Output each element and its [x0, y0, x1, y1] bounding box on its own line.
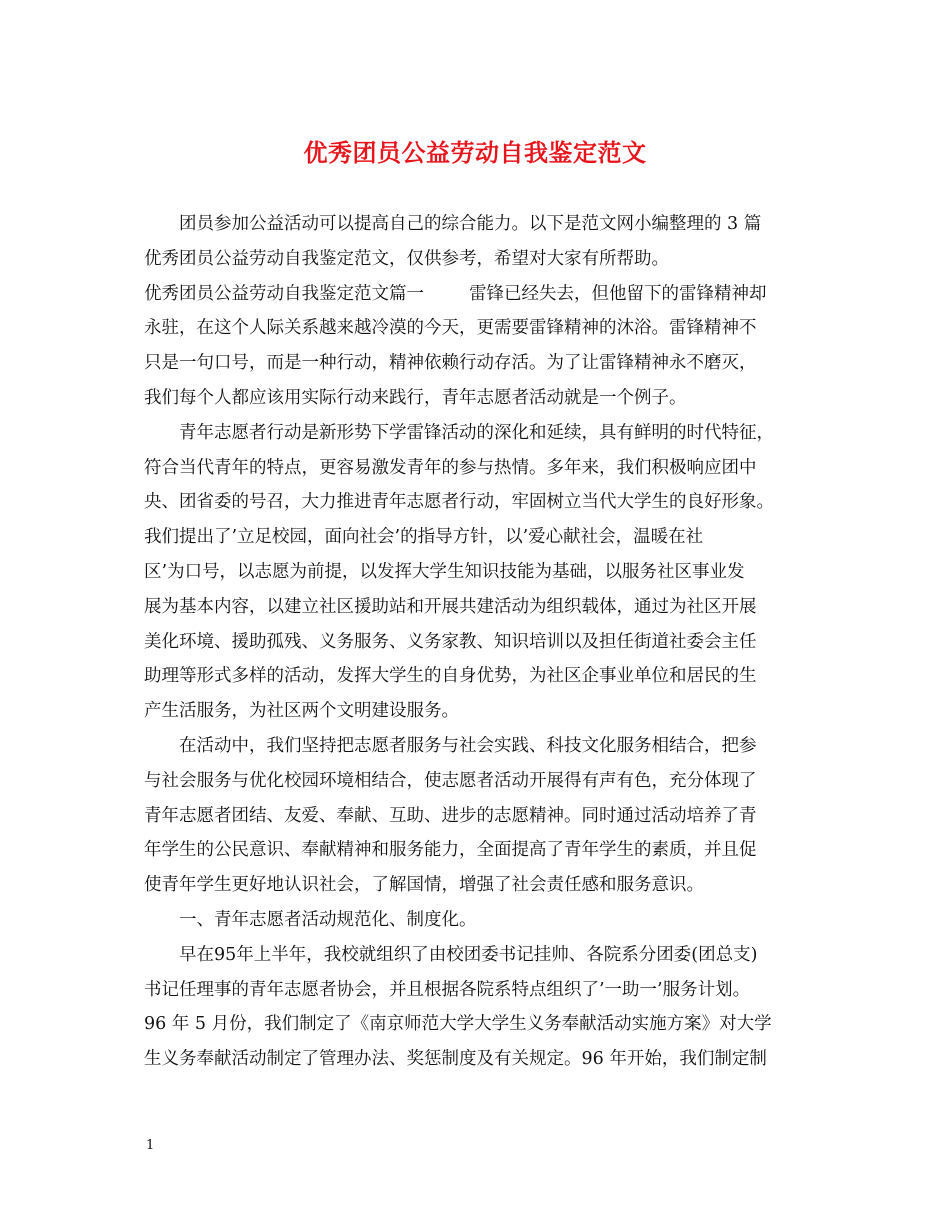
paragraph-line: 96 年 5 月份，我们制定了《南京师范大学大学生义务奉献活动实施方案》对大学: [144, 1014, 772, 1035]
page-number: 1: [146, 1138, 155, 1153]
paragraph-line: 展为基本内容，以建立社区援助站和开展共建活动为组织载体，通过为社区开展: [144, 596, 757, 617]
paragraph-line: 产生活服务，为社区两个文明建设服务。: [144, 701, 459, 722]
paragraph-line: 我们提出了’立足校园，面向社会’的指导方针，以’爱心献社会，温暖在社: [144, 527, 704, 548]
paragraph-line: 美化环境、援助孤残、义务服务、义务家教、知识培训以及担任街道社委会主任: [144, 631, 757, 652]
document-body: [144, 207, 819, 1077]
paragraph-line: 团员参加公益活动可以提高自己的综合能力。以下是范文网小编整理的 3 篇: [179, 214, 762, 234]
paragraph-line: 生义务奉献活动制定了管理办法、奖惩制度及有关规定。96 年开始，我们制定制: [144, 1049, 767, 1070]
paragraph-line: 在活动中，我们坚持把志愿者服务与社会实践、科技文化服务相结合，把参: [179, 735, 757, 756]
paragraph-line: 早在95年上半年，我校就组织了由校团委书记挂帅、各院系分团委(团总支): [179, 944, 758, 965]
paragraph-line: 书记任理事的青年志愿者协会，并且根据各院系特点组织了’一助一’服务计划。: [144, 979, 751, 1000]
paragraph-line: 央、团省委的号召，大力推进青年志愿者行动，牢固树立当代大学生的良好形象。: [144, 492, 774, 513]
paragraph-line: 我们每个人都应该用实际行动来践行，青年志愿者活动就是一个例子。: [144, 387, 687, 408]
paragraph-line: 助理等形式多样的活动，发挥大学生的自身优势，为社区企事业单位和居民的生: [144, 666, 757, 687]
paragraph-line: 年学生的公民意识、奉献精神和服务能力，全面提高了青年学生的素质，并且促: [144, 840, 757, 861]
paragraph-line: 符合当代青年的特点，更容易激发青年的参与热情。多年来，我们积极响应团中: [144, 457, 757, 478]
paragraph-line: 永驻，在这个人际关系越来越冷漠的今天，更需要雷锋精神的沐浴。雷锋精神不: [144, 318, 757, 339]
section-heading: 优秀团员公益劳动自我鉴定范文篇一: [144, 283, 424, 304]
paragraph-line: 只是一句口号，而是一种行动，精神依赖行动存活。为了让雷锋精神永不磨灭，: [144, 353, 757, 374]
paragraph-line: 一、青年志愿者活动规范化、制度化。: [179, 909, 477, 930]
section-text: 雷锋已经失去，但他留下的雷锋精神却: [469, 283, 767, 304]
document-title: 优秀团员公益劳动自我鉴定范文: [303, 138, 647, 167]
paragraph-line: 青年志愿者行动是新形势下学雷锋活动的深化和延续，具有鲜明的时代特征，: [179, 422, 774, 443]
paragraph-line: 区’为口号，以志愿为前提，以发挥大学生知识技能为基础，以服务社区事业发: [144, 561, 745, 582]
paragraph-line: 与社会服务与优化校园环境相结合，使志愿者活动开展得有声有色，充分体现了: [144, 770, 757, 791]
paragraph-line: 优秀团员公益劳动自我鉴定范文，仅供参考，希望对大家有所帮助。: [144, 248, 669, 269]
paragraph-line: 使青年学生更好地认识社会，了解国情，增强了社会责任感和服务意识。: [144, 875, 704, 896]
paragraph-line: 青年志愿者团结、友爱、奉献、互助、进步的志愿精神。同时通过活动培养了青: [144, 805, 757, 826]
heading-gap: [424, 277, 469, 312]
section-heading-line: [144, 277, 819, 312]
